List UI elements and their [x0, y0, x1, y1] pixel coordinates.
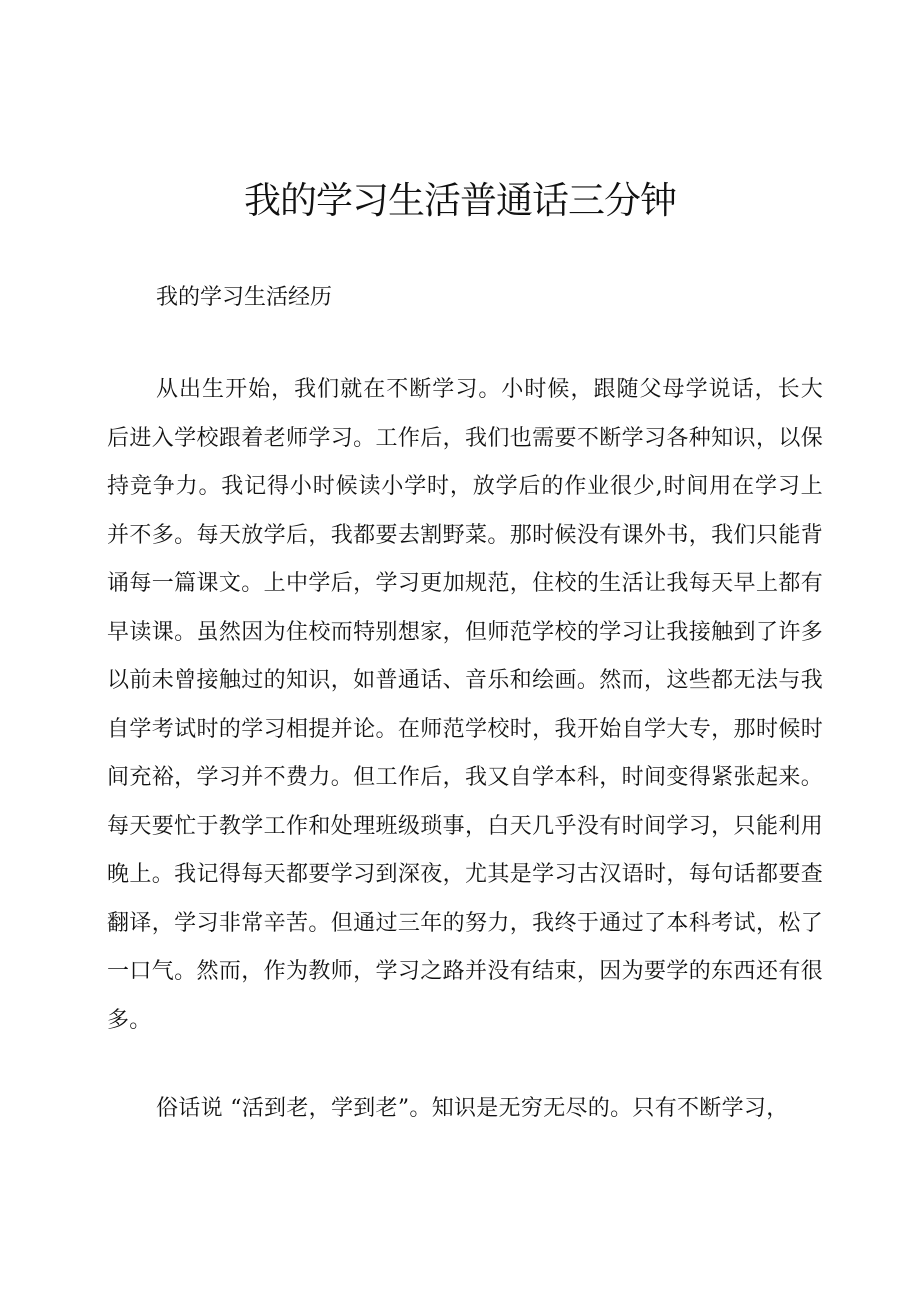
document-title: 我的学习生活普通话三分钟	[244, 179, 676, 222]
paragraph-2: 俗话说 “活到老，学到老”。知识是无穷无尽的。只有不断学习，	[156, 1096, 789, 1121]
document-subtitle: 我的学习生活经历	[156, 285, 333, 310]
paragraph-1: 从出生开始，我们就在不断学习。小时候，跟随父母学说话，长大后进入学校跟着老师学习。工作后，我们也需要不断学习各种知识，以保持竞争力。我记得小时候读小学时，放学后的作业很少,时间用在学习上并不多。每天放学后，我都要去割野菜。那时候没有课外书，我们只能背诵每一篇课文。上中学后，学习更加规范，住校的生活让我每天早上都有早读课。虽然因为住校而特别想家，但师范学校的学习让我接触到了许多以前未曾接触过的知识，如普通话、音乐和绘画。然而，这些都无法与我自学考试时的学习相提并论。在师范学校时，我开始自学大专，那时候时间充裕，学习并不费力。但工作后，我又自学本科，时间变得紧张起来。每天要忙于教学工作和处理班级琐事，白天几乎没有时间学习，只能利用晚上。我记得每天都要学习到深夜，尤其是学习古汉语时，每句话都要查翻译，学习非常辛苦。但通过三年的努力，我终于通过了本科考试，松了一口气。然而，作为教师，学习之路并没有结束，因为要学的东西还有很多。	[107, 377, 823, 1033]
